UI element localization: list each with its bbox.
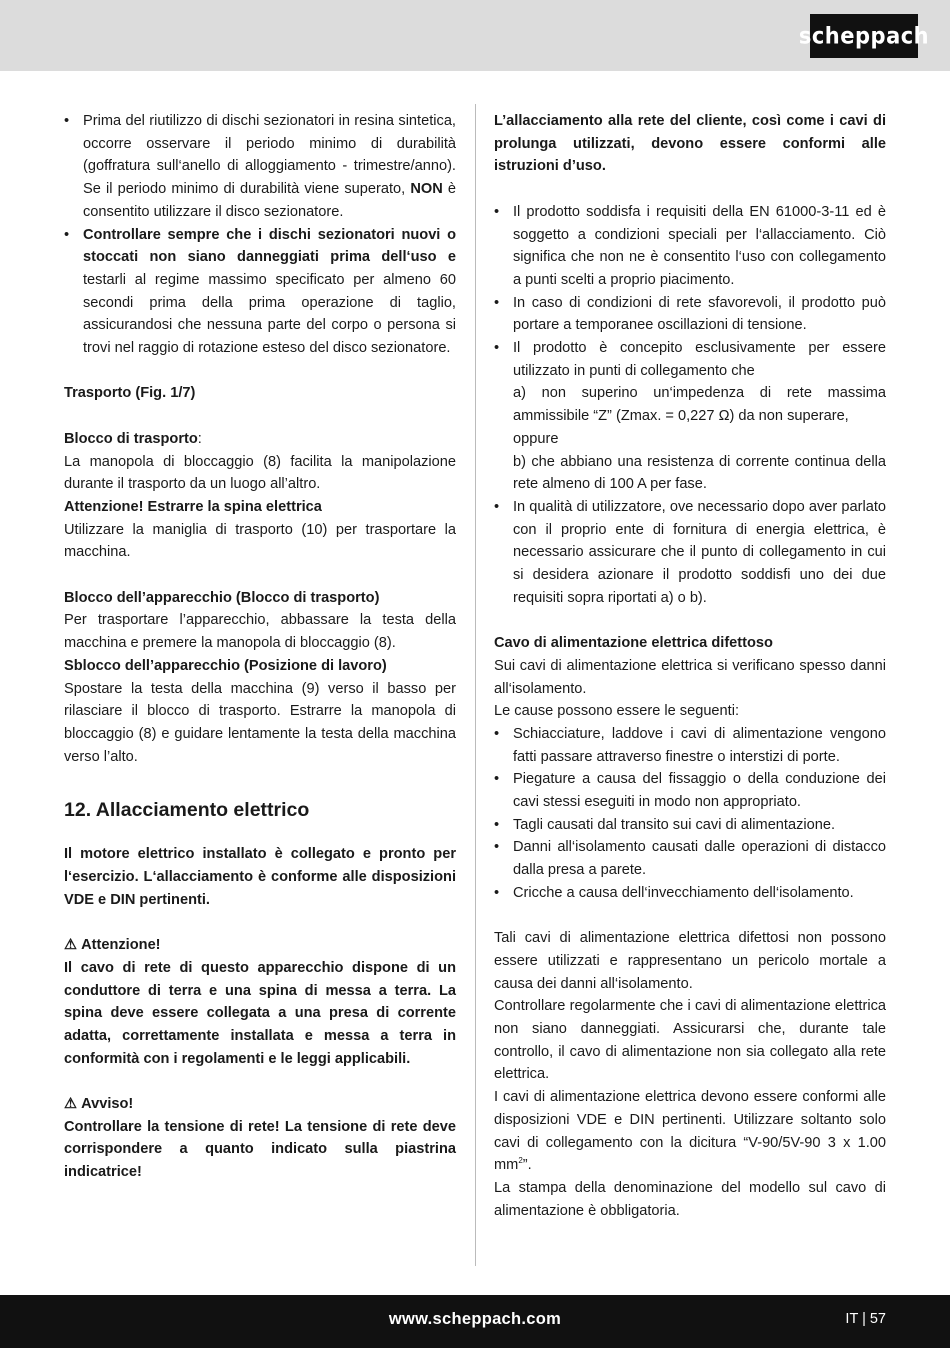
disc-safety-list [64,110,456,360]
attention-text: Il cavo di rete di questo apparecchio dispone di un conduttore di terra e una spina di messa a terra. La spina deve essere collegata a una presa di corrente adatta, correttamente installata e messa a terra in conformità con i regolamenti e le leggi applicabili. [64,959,456,1067]
check-text: Controllare regolarmente che i cavi di alimentazione elettrica non siano danneggiati. Assicurarsi che, durante tale controllo, il cavo di alimentazione non sia collegato alla rete elettrica. [494,998,886,1083]
list-item: • Schiacciature, laddove i cavi di alimentazione vengono fatti passare attraverso finestre o interstizi di porte. [494,723,886,768]
column-divider [475,104,476,1266]
attention-label: Attenzione! [81,937,161,954]
list-item-text: oppure [513,430,559,447]
warning-triangle-icon: ⚠ [64,1096,78,1113]
causes-list [494,723,886,905]
cable-text-2: Le cause possono essere le seguenti: [494,703,740,720]
brand-logo: scheppach [810,14,918,58]
text-span: è consentito utilizzare il disco sezionatore. [83,181,457,220]
device-unlock-heading: Sblocco dell’apparecchio (Posizione di lavoro) [64,657,387,674]
notice-label: Avviso! [81,1096,134,1113]
list-item [494,337,886,496]
list-item: • Danni all‘isolamento causati dalle operazioni di distacco dalla presa a parete. [494,836,886,881]
model-text: La stampa della denominazione del modello sul cavo di alimentazione è obbligatoria. [494,1180,886,1219]
header-bar [0,0,950,71]
text-span: I cavi di alimentazione elettrica devono essere conformi alle disposizioni VDE e DIN pertinenti. Utilizzare soltanto solo cavi di collegamento con la dicitura “V-90/5V-90 3 x 1.00 mm [494,1089,886,1174]
cable-standard-text [494,1086,886,1177]
superscript: 2 [518,1156,523,1166]
text-span-bold: NON [410,181,443,198]
page-number: IT | 57 [845,1311,886,1327]
transport-lock-text: La manopola di bloccaggio (8) facilita la manipolazione durante il trasporto da un luogo all’altro. [64,453,456,493]
transport-lock-heading [64,428,456,451]
defect-text: Tali cavi di alimentazione elettrica difettosi non possono essere utilizzati e rappresentano un pericolo mortale a causa dei danni all‘isolamento. [494,930,886,992]
transport-heading: Trasporto (Fig. 1/7) [64,385,196,402]
list-item-text: • Il prodotto è concepito esclusivamente per essere utilizzato in punti di collegamento che [513,340,886,379]
text-span: ”. [522,1157,532,1174]
left-column [64,110,456,1184]
device-lock-text: Per trasportare l’apparecchio, abbassare la testa della macchina e premere la manopola di bloccaggio (8). [64,612,456,652]
text-span-bold: Controllare sempre che i dischi sezionatori nuovi o stoccati non siano danneggiati prima dell‘uso e [83,226,456,266]
notice-text: Controllare la tensione di rete! La tensione di rete deve corrispondere a quanto indicato sulla piastrina indicatrice! [64,1118,456,1181]
list-item [64,110,456,224]
cable-text-1: Sui cavi di alimentazione elettrica si verificano spesso danni all‘isolamento. [494,657,886,697]
heading-text: Blocco di trasporto [64,430,198,447]
text-span: testarli al regime massimo specificato per almeno 60 secondi prima della prima operazione di taglio, assicurandosi che nessuna parte del corpo o persona si trovi nel raggio di rotazione esteso del disco sezionatore. [83,271,456,357]
motor-text: Il motore elettrico installato è collegato e pronto per l‘esercizio. L‘allacciamento è conforme alle disposizioni VDE e DIN pertinenti. [64,846,456,908]
list-item: • Il prodotto soddisfa i requisiti della EN 61000-3-11 ed è soggetto a condizioni speciali per l‘allacciamento. Ciò significa che non ne è consentito l‘uso con collegamento a punti scelti a proprio piacimento. [494,201,886,292]
list-item-text: a) non superino un‘impedenza di rete massima ammissibile “Z” (Zmax. = 0,227 Ω) da non superare, [513,385,886,425]
handle-text: Utilizzare la maniglia di trasporto (10) per trasportare la macchina. [64,521,456,561]
attention-heading [64,934,456,957]
attention-plug: Attenzione! Estrarre la spina elettrica [64,498,322,515]
intro-text: L’allacciamento alla rete del cliente, così come i cavi di prolunga utilizzati, devono essere conformi alle istruzioni d’uso. [494,113,886,175]
text-span: Prima del riutilizzo di dischi sezionatori in resina sintetica, occorre osservare il periodo minimo di durabilità (goffratura sull‘anello di alloggiamento - trimestre/anno). Se il periodo minimo di durabilità viene superato, [83,113,456,198]
section-title: 12. Allacciamento elettrico [64,799,310,822]
list-item: • Cricche a causa dell‘invecchiamento dell‘isolamento. [494,882,886,905]
cable-heading: Cavo di alimentazione elettrica difettoso [494,635,773,652]
device-lock-heading: Blocco dell’apparecchio (Blocco di trasporto) [64,589,380,606]
notice-heading [64,1093,456,1116]
list-item: • Piegature a causa del fissaggio o della conduzione dei cavi stessi eseguiti in modo non appropriato. [494,768,886,813]
list-item: • In qualità di utilizzatore, ove necessario dopo aver parlato con il proprio ente di fornitura di energia elettrica, è necessario assicurare che il punto di collegamento in cui si desidera azionare il prodotto soddisfi uno dei due requisiti sopra riportati a) o b). [494,496,886,610]
footer-bar [0,1295,950,1348]
warning-triangle-icon: ⚠ [64,937,78,954]
list-item: • In caso di condizioni di rete sfavorevoli, il prodotto può portare a temporanee oscillazioni di tensione. [494,292,886,337]
list-item-text: b) che abbiano una resistenza di corrente continua della rete almeno di 100 A per fase. [513,453,886,493]
device-unlock-text: Spostare la testa della macchina (9) verso il basso per rilasciare il blocco di trasporto. Estrarre la manopola di bloccaggio (8) e guidare lentamente la testa della macchina verso l’alto. [64,680,456,765]
list-item [64,224,456,360]
right-column [494,110,886,1222]
colon: : [197,430,202,447]
list-item: • Tagli causati dal transito sui cavi di alimentazione. [494,814,886,837]
footer-url: www.scheppach.com [388,1310,562,1328]
grid-requirements-list [494,201,886,610]
